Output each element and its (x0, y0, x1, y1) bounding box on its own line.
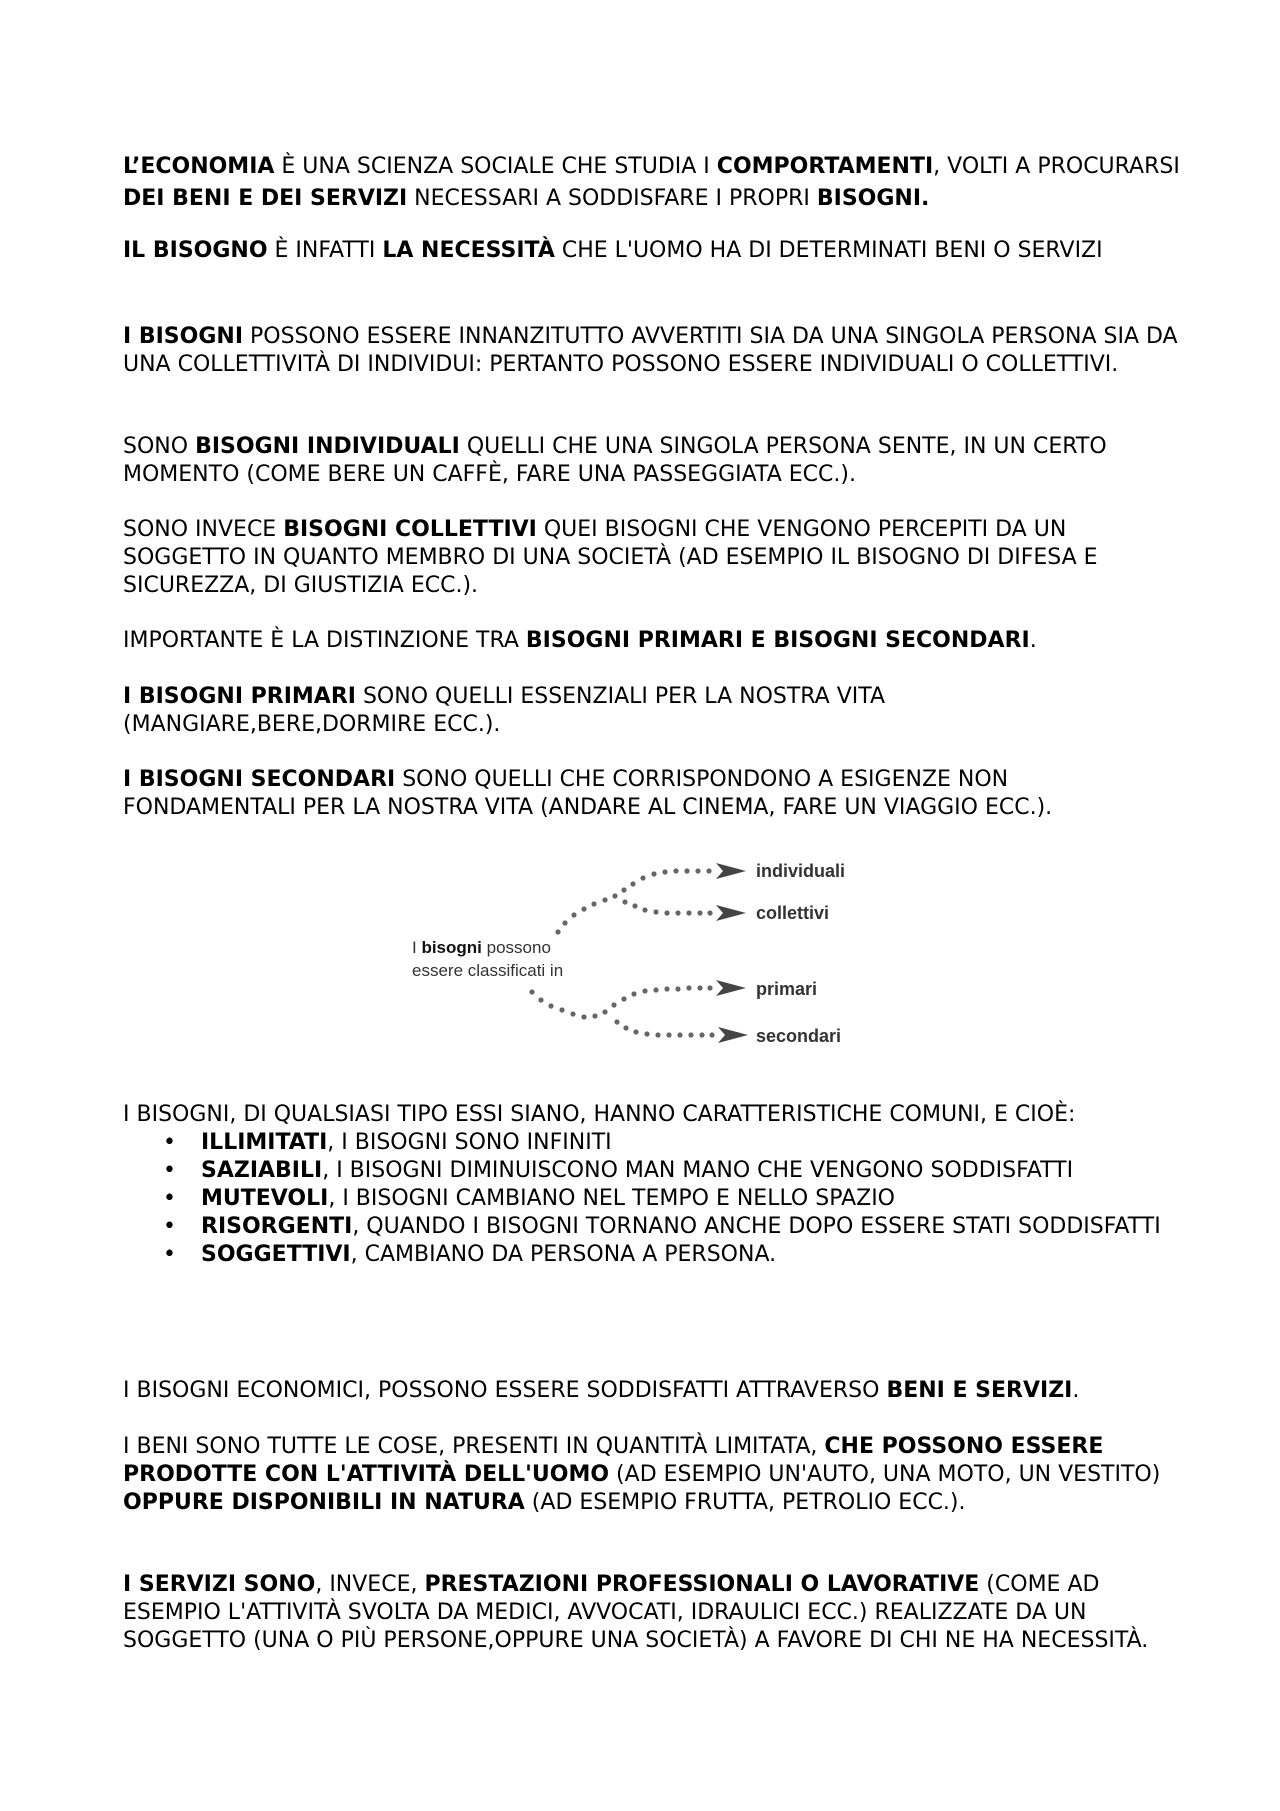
term-necessita: LA NECESSITÀ (382, 238, 555, 263)
bullet-icon: • (163, 1186, 176, 1211)
term-bisogni-secondari: I BISOGNI SECONDARI (123, 767, 396, 792)
term-natura: OPPURE DISPONIBILI IN NATURA (123, 1490, 525, 1515)
paragraph-secondari: I BISOGNI SECONDARI SONO QUELLI CHE CORRISPONDONO A ESIGENZE NON FONDAMENTALI PER LA NOSTRA VITA (ANDARE AL CINEMA, FARE UN VIAGGIO ECC.). (123, 767, 1053, 820)
term-prodotte: CHE POSSONO ESSERE PRODOTTE CON L'ATTIVITÀ DELL'UOMO (123, 1434, 1104, 1487)
diagram-arrowheads (716, 863, 748, 1043)
branch-secondari: secondari (756, 1026, 842, 1046)
term-bisogni-collettivi: BISOGNI COLLETTIVI (283, 517, 537, 542)
paragraph-beni: I BENI SONO TUTTE LE COSE, PRESENTI IN QUANTITÀ LIMITATA, CHE POSSONO ESSERE PRODOTTE CON L'ATTIVITÀ DELL'UOMO (AD ESEMPIO UN'AUTO, UNA MOTO, UN VESTITO) OPPURE DISPONIBILI IN NATURA (AD ESEMPIO FRUTTA, PETROLIO ECC.). (123, 1434, 1161, 1515)
arrowhead-collettivi-icon (716, 905, 746, 921)
dotted-connector-top (555, 868, 712, 934)
dotted-connector-bottom (529, 985, 714, 1037)
paragraph-avvertiti: I BISOGNI POSSONO ESSERE INNANZITUTTO AVVERTITI SIA DA UNA SINGOLA PERSONA SIA DA UNA COLLETTIVITÀ DI INDIVIDUI: PERTANTO POSSONO ESSERE INDIVIDUALI O COLLETTIVI. (123, 324, 1178, 377)
diagram-label-line2: essere classificati in (412, 961, 564, 980)
paragraph-bisogno: IL BISOGNO È INFATTI LA NECESSITÀ CHE L'UOMO HA DI DETERMINATI BENI O SERVIZI (123, 238, 1103, 263)
branch-primari: primari (756, 979, 818, 999)
paragraph-individuali: SONO BISOGNI INDIVIDUALI QUELLI CHE UNA SINGOLA PERSONA SENTE, IN UN CERTO MOMENTO (COME BERE UN CAFFÈ, FARE UNA PASSEGGIATA ECC.). (123, 434, 1107, 487)
list-item: • MUTEVOLI, I BISOGNI CAMBIANO NEL TEMPO E NELLO SPAZIO (163, 1186, 895, 1211)
term-primari-secondari: BISOGNI PRIMARI E BISOGNI SECONDARI (525, 628, 1030, 653)
bullet-icon: • (163, 1130, 176, 1155)
paragraph-economici: I BISOGNI ECONOMICI, POSSONO ESSERE SODDISFATTI ATTRAVERSO BENI E SERVIZI. (123, 1378, 1080, 1403)
list-item: • SOGGETTIVI, CAMBIANO DA PERSONA A PERSONA. (163, 1242, 777, 1267)
characteristics-intro: I BISOGNI, DI QUALSIASI TIPO ESSI SIANO, HANNO CARATTERISTICHE COMUNI, E CIOÈ: (123, 1102, 1076, 1127)
characteristics-list (123, 1129, 1183, 1269)
paragraph-economia: L’ECONOMIA È UNA SCIENZA SOCIALE CHE STUDIA I COMPORTAMENTI, VOLTI A PROCURARSI DEI BENI E DEI SERVIZI NECESSARI A SODDISFARE I PROPRI BISOGNI. (123, 154, 1180, 211)
term-servizi-sono: I SERVIZI SONO (123, 1572, 316, 1597)
branch-collettivi: collettivi (756, 903, 830, 923)
bullet-icon: • (163, 1242, 176, 1267)
classification-diagram (400, 862, 880, 1062)
bullet-icon: • (163, 1158, 176, 1183)
arrowhead-individuali-icon (716, 863, 746, 879)
paragraph-primari: I BISOGNI PRIMARI SONO QUELLI ESSENZIALI PER LA NOSTRA VITA (MANGIARE,BERE,DORMIRE ECC.). (123, 684, 886, 737)
list-item: • SAZIABILI, I BISOGNI DIMINUISCONO MAN MANO CHE VENGONO SODDISFATTI (163, 1158, 1074, 1183)
list-item: • ILLIMITATI, I BISOGNI SONO INFINITI (163, 1130, 612, 1155)
bullet-icon: • (163, 1214, 176, 1239)
characteristics-section (123, 1101, 1183, 1269)
paragraph-servizi: I SERVIZI SONO, INVECE, PRESTAZIONI PROFESSIONALI O LAVORATIVE (COME AD ESEMPIO L'ATTIVITÀ SVOLTA DA MEDICI, AVVOCATI, IDRAULICI ECC.) REALIZZATE DA UN SOGGETTO (UNA O PIÙ PERSONE,OPPURE UNA SOCIETÀ) A FAVORE DI CHI NE HA NECESSITÀ. (123, 1572, 1149, 1653)
term-bisogni-individuali: BISOGNI INDIVIDUALI (195, 434, 460, 459)
arrowhead-secondari-icon (718, 1027, 748, 1043)
term-beni-servizi: DEI BENI E DEI SERVIZI (123, 186, 408, 211)
branch-individuali: individuali (756, 862, 846, 881)
term-comportamenti: COMPORTAMENTI (716, 154, 934, 179)
term-il-bisogno: IL BISOGNO (123, 238, 268, 263)
term-i-bisogni: I BISOGNI (123, 324, 244, 349)
term-beni-e-servizi: BENI E SERVIZI (886, 1378, 1073, 1403)
paragraph-distinzione: IMPORTANTE È LA DISTINZIONE TRA BISOGNI PRIMARI E BISOGNI SECONDARI. (123, 628, 1037, 653)
arrowhead-primari-icon (716, 980, 746, 996)
term-prestazioni: PRESTAZIONI PROFESSIONALI O LAVORATIVE (424, 1572, 980, 1597)
term-bisogni-primari: I BISOGNI PRIMARI (123, 684, 356, 709)
term-economia: L’ECONOMIA (123, 154, 275, 179)
diagram-label-line1: I bisogni possono (412, 938, 551, 957)
list-item: • RISORGENTI, QUANDO I BISOGNI TORNANO ANCHE DOPO ESSERE STATI SODDISFATTI (163, 1214, 1161, 1239)
paragraph-collettivi: SONO INVECE BISOGNI COLLETTIVI QUEI BISOGNI CHE VENGONO PERCEPITI DA UN SOGGETTO IN QUANTO MEMBRO DI UNA SOCIETÀ (AD ESEMPIO IL BISOGNO DI DIFESA E SICUREZZA, DI GIUSTIZIA ECC.). (123, 517, 1098, 598)
term-bisogni: BISOGNI. (816, 186, 930, 211)
